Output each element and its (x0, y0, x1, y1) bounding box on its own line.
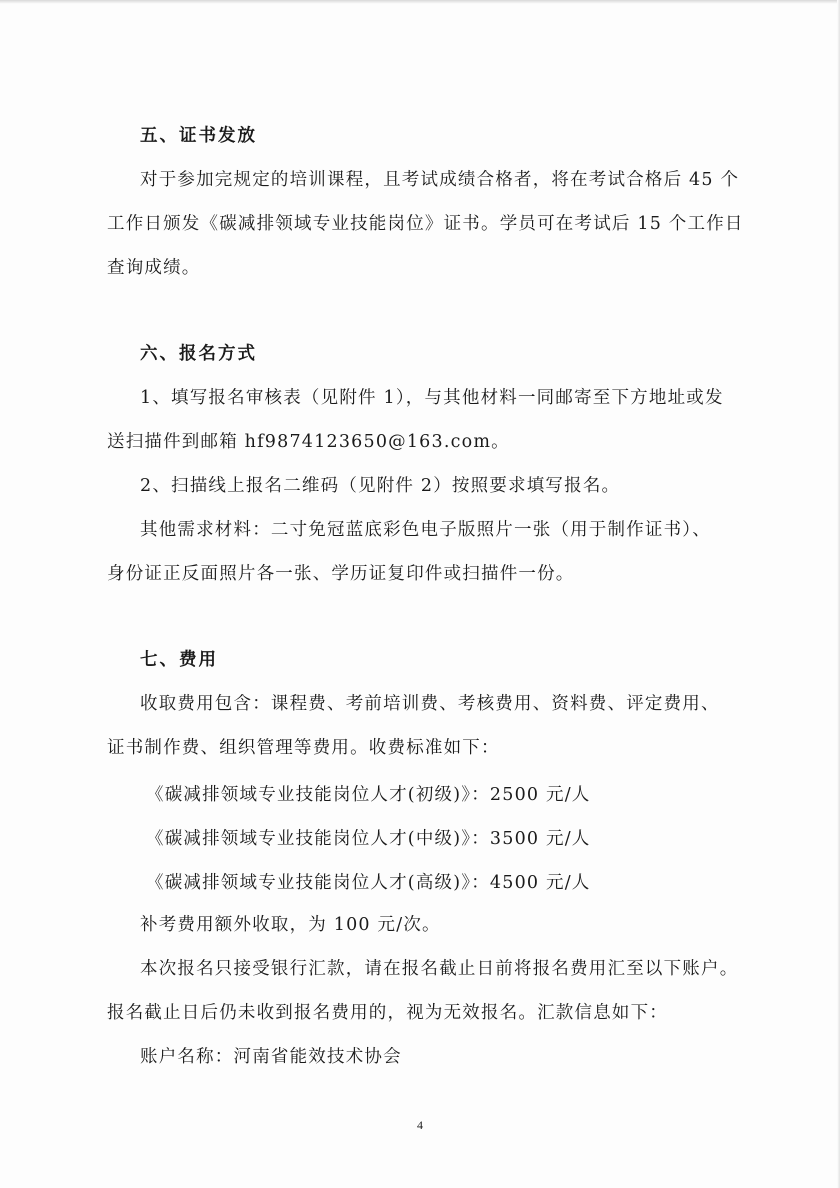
paragraph-line: 证书制作费、组织管理等费用。收费标准如下： (107, 738, 500, 758)
section-heading-registration: 六、报名方式 (140, 344, 257, 364)
paragraph-line: 对于参加完规定的培训课程，且考试成绩合格者，将在考试合格后 45 个 (140, 170, 740, 190)
scan-edge-top (0, 0, 840, 4)
paragraph-line: 本次报名只接受银行汇款，请在报名截止日前将报名费用汇至以下账户。 (140, 959, 739, 979)
paragraph-line: 收取费用包含：课程费、考前培训费、考核费用、资料费、评定费用、 (140, 694, 720, 714)
paragraph-line: 身份证正反面照片各一张、学历证复印件或扫描件一份。 (107, 564, 575, 584)
paragraph-line: 报名截止日后仍未收到报名费用的，视为无效报名。汇款信息如下： (107, 1003, 668, 1023)
paragraph-line-email: 送扫描件到邮箱 hf9874123650@163.com。 (107, 432, 510, 452)
paragraph-line: 其他需求材料：二寸免冠蓝底彩色电子版照片一张（用于制作证书）、 (140, 520, 711, 540)
fee-item-junior: 《碳减排领域专业技能岗位人才(初级)》：2500 元/人 (146, 785, 591, 805)
paragraph-line-account-name: 账户名称：河南省能效技术协会 (140, 1047, 402, 1067)
fee-item-intermediate: 《碳减排领域专业技能岗位人才(中级)》：3500 元/人 (146, 829, 591, 849)
section-heading-certificate: 五、证书发放 (140, 126, 257, 146)
paragraph-line: 补考费用额外收取，为 100 元/次。 (140, 915, 441, 935)
page-number: 4 (417, 1118, 423, 1132)
paragraph-line: 1、填写报名审核表（见附件 1），与其他材料一同邮寄至下方地址或发 (140, 388, 724, 408)
fee-item-senior: 《碳减排领域专业技能岗位人才(高级)》：4500 元/人 (146, 873, 591, 893)
paragraph-line: 查询成绩。 (107, 258, 201, 278)
paragraph-line: 工作日颁发《碳减排领域专业技能岗位》证书。学员可在考试后 15 个工作日 (107, 214, 744, 234)
section-heading-fees: 七、费用 (140, 650, 218, 670)
paragraph-line: 2、扫描线上报名二维码（见附件 2）按照要求填写报名。 (140, 476, 621, 496)
